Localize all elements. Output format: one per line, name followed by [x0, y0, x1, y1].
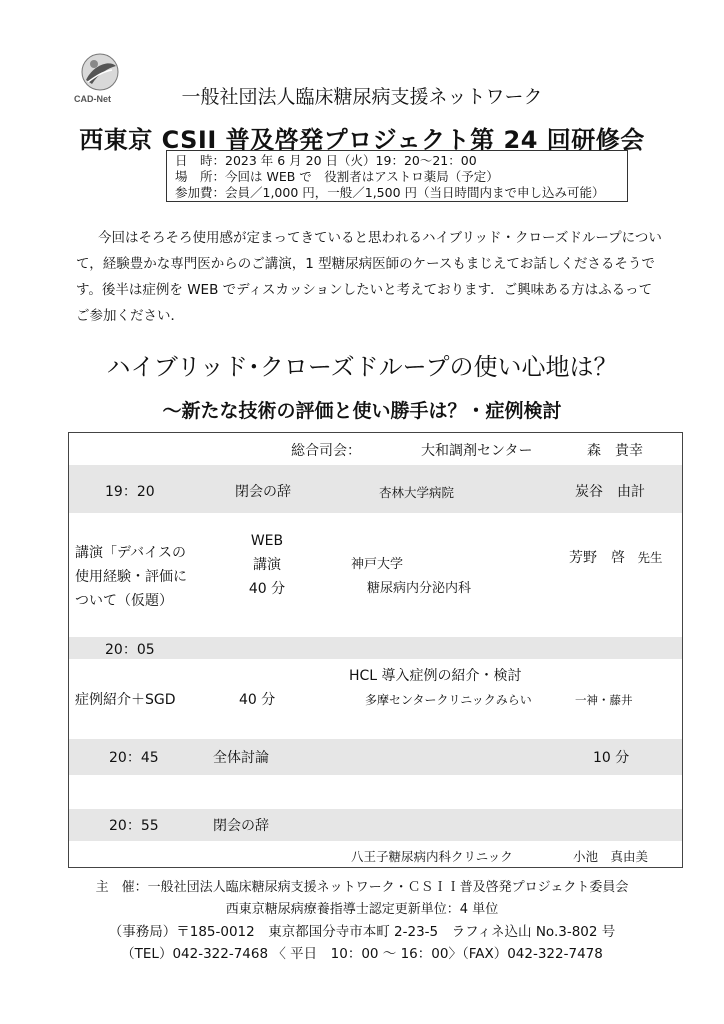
row1-time: 19：20 [105, 484, 155, 500]
lecture-org [351, 553, 471, 601]
row6-time: 20：55 [109, 818, 159, 834]
footer-sponsor: 主 催：一般社団法人臨床糖尿病支援ネットワーク・ＣＳＩＩ普及啓発プロジェクト委員会 [95, 880, 629, 895]
row6-item: 閉会の辞 [213, 818, 269, 834]
page-title: 西東京 CSII 普及啓発プロジェクト第 24 回研修会 [79, 126, 645, 154]
row-band [69, 739, 682, 775]
lecture-format-line3: 40 分 [248, 581, 286, 597]
lecturer-honorific: 先生 [637, 550, 663, 565]
lecture-format [239, 529, 295, 601]
lecture-title-line2: 使用経験・評価に [75, 569, 187, 585]
lecture-title-line3: ついて（仮題） [75, 593, 173, 609]
moderator-label: 総合司会： [291, 443, 361, 459]
lecture-format-line2: 講演 [253, 557, 281, 573]
row5-time: 20：45 [109, 750, 159, 766]
moderator-org: 大和調剤センター [421, 443, 533, 459]
lecture-org-line2: 糖尿病内分泌内科 [367, 581, 472, 596]
organization-title: 一般社団法人臨床糖尿病支援ネットワーク [181, 86, 543, 108]
case-names: 一神・藤井 [575, 693, 633, 707]
lecture-title [75, 541, 187, 613]
footer-contact: （TEL）042-322-7468 〈 平日 10：00 〜 16：00〉（FAX）042-322-7478 [121, 946, 603, 962]
case-org: 多摩センタークリニックみらい [365, 693, 532, 707]
program-table [68, 432, 683, 868]
case-duration: 40 分 [239, 692, 276, 708]
case-item: 症例紹介＋SGD [75, 692, 176, 708]
event-info-box [166, 150, 628, 202]
lecturer-name-text: 芳野 啓 [569, 550, 625, 566]
row5-duration: 10 分 [593, 750, 630, 766]
footer-office: （事務局）〒185-0012 東京都国分寺市本町 2-23-5 ラフィネ込山 No.3-802 号 [108, 924, 616, 940]
lecture-title-line1: 講演「デバイスの [75, 545, 187, 561]
intro-paragraph: 今回はそろそろ使用感が定まってきていると思われるハイブリッド・クローズドループについて，経験豊かな専門医からのご講演，1 型糖尿病医師のケースもまじえてお話しくださるそうです。後半は症例を WEB でディスカッションしたいと考えております．ご興味ある方はふるってご参加ください． [76, 230, 662, 324]
event-place: 場 所：今回は WEB で 役割者はアストロ薬局（予定） [175, 169, 499, 184]
row-band [69, 637, 682, 659]
case-topic: HCL 導入症例の紹介・検討 [349, 668, 522, 684]
event-fee: 参加費：会員／1,000 円，一般／1,500 円（当日時間内まで申し込み可能） [175, 185, 605, 200]
lecture-org-line1: 神戸大学 [351, 557, 404, 572]
row-band [69, 809, 682, 841]
row6-name: 小池 真由美 [573, 849, 649, 864]
row6-org: 八王子糖尿病内科クリニック [351, 849, 513, 864]
row5-item: 全体討論 [213, 750, 269, 766]
logo-text: CAD-Net [74, 94, 111, 104]
moderator-name: 森 貴幸 [587, 443, 643, 459]
lecture-format-line1: WEB [250, 533, 284, 549]
lecturer-name [569, 547, 662, 567]
headline: ハイブリッド･クローズドループの使い心地は？ [106, 353, 618, 381]
footer-credit: 西東京糖尿病療養指導士認定更新単位：4 単位 [225, 902, 499, 917]
row1-org: 杏林大学病院 [379, 485, 455, 500]
row3-time: 20：05 [105, 642, 155, 658]
subheadline: 〜新たな技術の評価と使い勝手は？・症例検討 [162, 400, 562, 422]
row1-item: 閉会の辞 [235, 484, 291, 500]
event-date: 日 時：2023 年 6 月 20 日（火）19：20〜21：00 [175, 153, 477, 168]
row1-name: 炭谷 由計 [575, 484, 645, 500]
